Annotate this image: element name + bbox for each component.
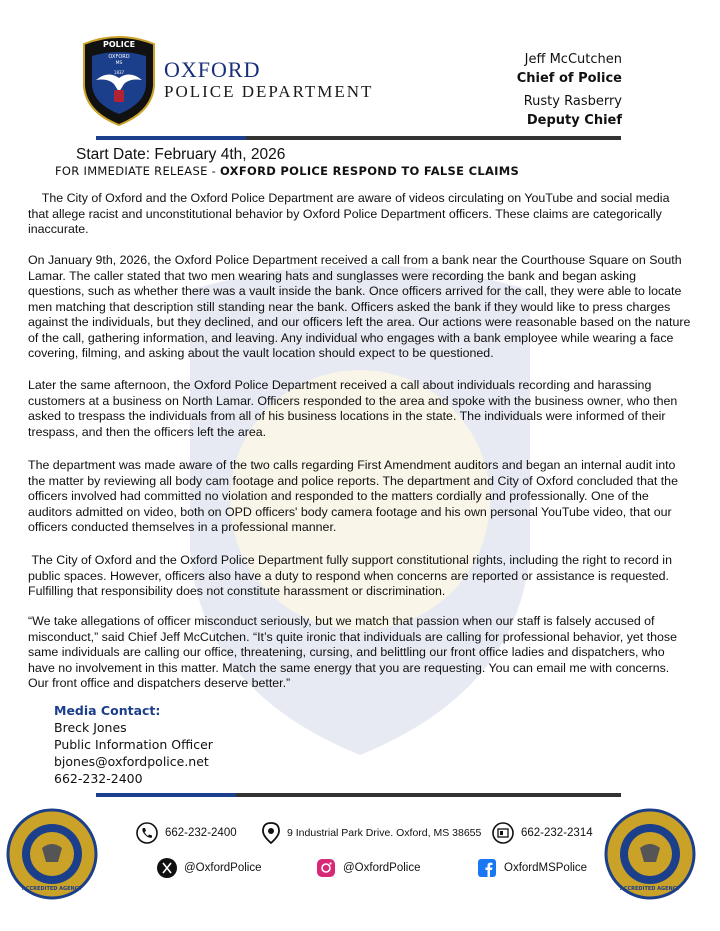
footer-facebook-text: OxfordMSPolice [504, 862, 588, 874]
facebook-icon [477, 858, 497, 878]
start-date: Start Date: February 4th, 2026 [76, 146, 286, 163]
footer-instagram-text: @OxfordPolice [343, 862, 421, 874]
footer-address-text: 9 Industrial Park Drive. Oxford, MS 38655 [287, 827, 482, 839]
body-paragraph-5: The City of Oxford and the Oxford Police Department fully support constitutional rights, including the right to record in public spaces. However, officers also have a duty to respond when concerns are reported or assistance is requested. Fulfilling that responsibility does not constitute harassment or discrimination. [28, 553, 676, 598]
logo-top-text: POLICE [102, 40, 136, 49]
department-name-line2: POLICE DEPARTMENT [164, 82, 374, 101]
body-paragraph-1: The City of Oxford and the Oxford Police Department are aware of videos circulating on YouTube and social media that allege racist and unconstitutional behavior by Oxford Police Department officers. These claims are categorically inaccurate. [28, 191, 673, 236]
media-contact-name: Breck Jones [54, 720, 127, 735]
department-name-line1: OXFORD [164, 57, 261, 82]
logo-year-text: 1837 [113, 70, 125, 75]
body-paragraph-4: The department was made aware of the two calls regarding First Amendment auditors and began an internal audit into the matter by reviewing all body cam footage and police reports. The department and City of Oxford concluded that the officers involved had committed no violation and responded to the matters cordially and professionally. One of the auditors admitted on video, both on OPD officers' body camera footage and his own personal YouTube video, that our officers conducted themselves in a professional manner. [28, 458, 678, 534]
phone-icon [136, 822, 158, 844]
media-contact-role: Public Information Officer [54, 737, 213, 752]
footer-twitter[interactable] [157, 858, 262, 878]
accreditation-seal-icon [604, 808, 696, 900]
footer-fax-text: 662-232-2314 [521, 827, 593, 839]
instagram-icon [316, 858, 336, 878]
release-line [55, 164, 519, 178]
media-contact [54, 702, 213, 787]
body-paragraph-6: “We take allegations of officer misconduct seriously, but we match that passion when our staff is falsely accused of misconduct,” said Chief Jeff McCutchen. “It’s quite ironic that individuals are calling for professional behavior, yet those same individuals are calling our office, threatening, cursing, and belittling our front office ladies and dispatchers, who have no involvement in this matter. Match the same energy that you are requesting. You can email me with concerns. Our front office and dispatchers deserve better.” [28, 614, 678, 690]
chief-title: Chief of Police [516, 71, 622, 86]
footer-instagram[interactable] [316, 858, 421, 878]
deputy-title: Deputy Chief [526, 113, 622, 128]
logo-state-text: MS [115, 61, 123, 66]
seal-bottom-text: ACCREDITED AGENCY [619, 886, 681, 892]
chief-name: Jeff McCutchen [524, 52, 622, 67]
footer-facebook[interactable] [477, 858, 587, 878]
body-paragraph-2: On January 9th, 2026, the Oxford Police Department received a call from a bank near the Courthouse Square on South Lamar. The caller stated that two men wearing hats and sunglasses were recording the bank and began asking questions, such as whether there was a vault inside the bank. Once officers arrived for the call, they were able to locate men matching that description still standing near the bank. Officers asked the bank if they would like to press charges against the individuals, but they declined, and our officers left the area. Our actions were reasonable based on the nature of the call, gathering information, and leaving. Any individual who engages with a bank employee while wearing a face covering, filming, and asking about the vault location should expect to be questioned. [28, 253, 691, 360]
footer-twitter-text: @OxfordPolice [184, 862, 262, 874]
logo-mid-text: OXFORD [108, 54, 130, 60]
media-contact-phone: 662-232-2400 [54, 771, 143, 786]
footer-phone-text: 662-232-2400 [165, 827, 237, 839]
footer-fax[interactable] [492, 822, 593, 844]
footer-divider [96, 793, 621, 797]
fax-icon [492, 822, 514, 844]
accreditation-seal-icon [6, 808, 98, 900]
location-pin-icon [262, 822, 280, 844]
media-contact-heading: Media Contact: [54, 703, 161, 718]
officials-block [517, 50, 622, 130]
media-contact-email[interactable]: bjones@oxfordpolice.net [54, 754, 209, 769]
footer-phone[interactable] [136, 822, 237, 844]
police-badge-icon [80, 34, 158, 126]
release-headline: OXFORD POLICE RESPOND TO FALSE CLAIMS [220, 164, 520, 178]
footer-address[interactable] [262, 822, 481, 844]
seal-bottom-text: ACCREDITED AGENCY [21, 886, 83, 892]
deputy-name: Rusty Rasberry [523, 94, 622, 109]
x-twitter-icon [157, 858, 177, 878]
department-name [164, 58, 373, 102]
header-divider [96, 136, 621, 140]
release-prefix: FOR IMMEDIATE RELEASE - [55, 164, 221, 178]
body-paragraph-3: Later the same afternoon, the Oxford Police Department received a call about individuals recording and harassing customers at a business on North Lamar. Officers responded to the area and spoke with the business owner, who then asked to trespass the individuals from all of his business locations in the state. The individuals were informed of their trespass, and then the officers left the area. [28, 378, 678, 439]
